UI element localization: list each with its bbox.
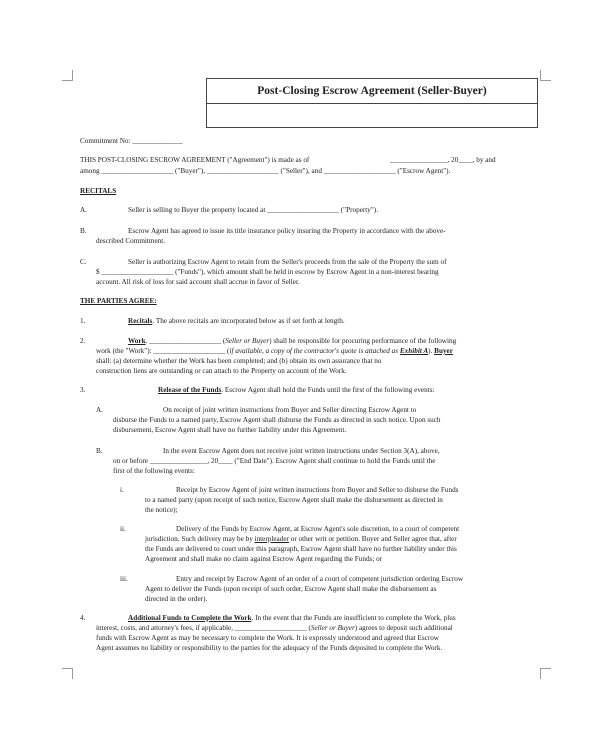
- section-1-body: . The above recitals are incorporated below as if set forth at length.: [152, 317, 345, 325]
- title-table-empty-row: [207, 104, 537, 127]
- section-2-line-4: construction liens are outstanding or can attach to the Property on account of the Work.: [96, 367, 347, 375]
- section-3b-i-line-2: to a named party (upon receipt of such notice, Escrow Agent shall make the disbursement as directed in: [145, 496, 443, 504]
- recitals-heading: RECITALS: [80, 187, 117, 195]
- section-4-heading: Additional Funds to Complete the Work: [128, 614, 252, 622]
- section-4-line-2-a: interest, costs, and attorney's fees, if applicable, ____________________ (: [96, 624, 311, 632]
- recital-c-line-1: Seller is authorizing Escrow Agent to retain from the Seller's proceeds from the sale of the Property the sum of: [128, 258, 447, 266]
- section-4-line-2-italic: Seller or Buyer: [310, 624, 355, 632]
- section-3a-label: A.: [96, 406, 103, 414]
- section-2-line-1-italic: Seller or Buyer: [225, 337, 270, 345]
- document-title: Post-Closing Escrow Agreement (Seller-Buyer): [207, 79, 537, 104]
- section-3b-i-line-1: Receipt by Escrow Agent of joint written instructions from Buyer and Seller to disburse the Funds: [176, 486, 459, 494]
- section-2-line-2-b: ).: [428, 347, 435, 355]
- section-1-text: [128, 317, 345, 326]
- section-2-number: 2.: [80, 337, 86, 345]
- section-3b-label: B.: [96, 447, 103, 455]
- section-3b-ii-line-2-a: jurisdiction. Such delivery may be by: [145, 535, 255, 543]
- section-3-number: 3.: [80, 386, 86, 394]
- section-2-line-1: [128, 337, 456, 346]
- section-3b-iii-label: iii.: [120, 575, 128, 583]
- section-3b-iii-line-3: directed in the order).: [145, 595, 208, 603]
- section-3-heading: Release of the Funds: [158, 386, 222, 394]
- section-2-line-2: [96, 347, 453, 356]
- section-3b-iii-line-1: Entry and receipt by Escrow Agent of an order of a court of competent jurisdiction ordering Escrow: [176, 575, 464, 583]
- margin-corner-bottom-left: [62, 668, 73, 679]
- section-4-line-1: [128, 614, 456, 623]
- margin-corner-bottom-right: [540, 668, 551, 679]
- recital-b-line-2: described Commitment.: [96, 237, 166, 245]
- section-4-line-4: Agent assumes no liability or responsibility to the parties for the adequacy of the Funds deposited to complete the Work.: [96, 644, 443, 652]
- section-3b-ii-line-3: the Funds are delivered to court under this paragraph, Escrow Agent shall have no further liability under this: [145, 545, 457, 553]
- section-3a-line-2: disburse the Funds to a named party, Escrow Agent shall disburse the Funds as directed in such notice. Upon such: [113, 416, 441, 424]
- title-table: [206, 78, 538, 128]
- intro-line-1: THIS POST-CLOSING ESCROW AGREEMENT ("Agreement") is made as of: [80, 156, 310, 164]
- section-4-number: 4.: [80, 614, 86, 622]
- section-3b-ii-line-1: Delivery of the Funds by Escrow Agent, at Escrow Agent's sole discretion, to a court of competent: [176, 525, 460, 533]
- section-1-heading: Recitals: [128, 317, 153, 325]
- section-3b-i-line-3: the notice);: [145, 506, 178, 514]
- section-3-body: . Escrow Agent shall hold the Funds until the first of the following events:: [221, 386, 435, 394]
- intro-line-2: among ____________________ ("Buyer"), ____________________ ("Seller"), and ____________________ ("Escrow Agent").: [80, 167, 451, 175]
- section-2-line-1-a: . ____________________ (: [145, 337, 226, 345]
- section-4-line-3: funds with Escrow Agent as may be necessary to complete the Work. It is expressly understood and agreed that Escrow: [96, 634, 439, 642]
- recital-b-label: B.: [80, 227, 87, 235]
- section-4-line-2: [96, 624, 453, 633]
- recital-a-text: Seller is selling to Buyer the property located at ____________________ ("Property").: [128, 206, 378, 214]
- section-1-number: 1.: [80, 317, 86, 325]
- recital-a-label: A.: [80, 206, 87, 214]
- recital-c-line-3: account. All risk of loss for said account shall accrue in favor of Seller.: [96, 278, 300, 286]
- section-4-line-1-b: . In the event that the Funds are insufficient to complete the Work, plus: [251, 614, 456, 622]
- section-3b-line-3: first of the following events:: [113, 467, 195, 475]
- recital-c-label: C.: [80, 258, 87, 266]
- intro-line-1-date: ________________, 20____, by and: [390, 156, 496, 164]
- section-2-buyer: Buyer: [434, 347, 453, 355]
- section-2-line-1-b: ) shall be responsible for procuring performance of the following: [269, 337, 457, 345]
- section-3b-ii-line-2-b: or other writ or petition. Buyer and Seller agree that, after: [288, 535, 457, 543]
- section-3b-line-1: In the event Escrow Agent does not receive joint written instructions under Section 3(A), above,: [163, 447, 440, 455]
- section-3b-ii-line-4: Agreement and shall make no claim against Escrow Agent regarding the Funds; or: [145, 555, 383, 563]
- section-3-text: [158, 386, 435, 395]
- interpleader-term: interpleader: [254, 535, 289, 543]
- section-3b-i-label: i.: [120, 486, 124, 494]
- section-2-line-2-a: work (the "Work"): ____________________ (: [96, 347, 230, 355]
- recital-b-line-1: Escrow Agent has agreed to issue its title insurance policy insuring the Property in accordance with the above-: [128, 227, 446, 235]
- section-3b-line-2: on or before ________________, 20____ ("End Date"). Escrow Agent shall continue to hold the Funds until the: [113, 457, 436, 465]
- section-2-heading: Work: [128, 337, 146, 345]
- section-2-line-3: shall: (a) determine whether the Work has been completed; and (b) obtain its own assurance that no: [96, 357, 382, 365]
- section-2-line-2-italic: if available, a copy of the contractor's quote is attached as: [229, 347, 399, 355]
- section-3a-line-1: On receipt of joint written instructions from Buyer and Seller directing Escrow Agent to: [163, 406, 417, 414]
- commitment-number: Commitment No: ______________: [80, 137, 183, 145]
- section-3a-line-3: disbursement, Escrow Agent shall have no further liability under this Agreement.: [113, 426, 347, 434]
- recital-c-line-2: $ ____________________ ("Funds"), which amount shall be held in escrow by Escrow Agent in a non-interest bearing: [96, 268, 439, 276]
- section-4-line-2-b: ) agrees to deposit such additional: [354, 624, 453, 632]
- parties-agree-heading: THE PARTIES AGREE:: [80, 297, 157, 305]
- margin-corner-top-left: [62, 70, 73, 81]
- section-3b-ii-label: ii.: [120, 525, 126, 533]
- section-3b-ii-line-2: [145, 535, 457, 544]
- margin-corner-top-right: [540, 70, 551, 81]
- exhibit-a-reference: Exhibit A: [399, 347, 429, 355]
- section-3b-iii-line-2: Agent to deliver the Funds (upon receipt of such order, Escrow Agent shall make the disbursement as: [145, 585, 437, 593]
